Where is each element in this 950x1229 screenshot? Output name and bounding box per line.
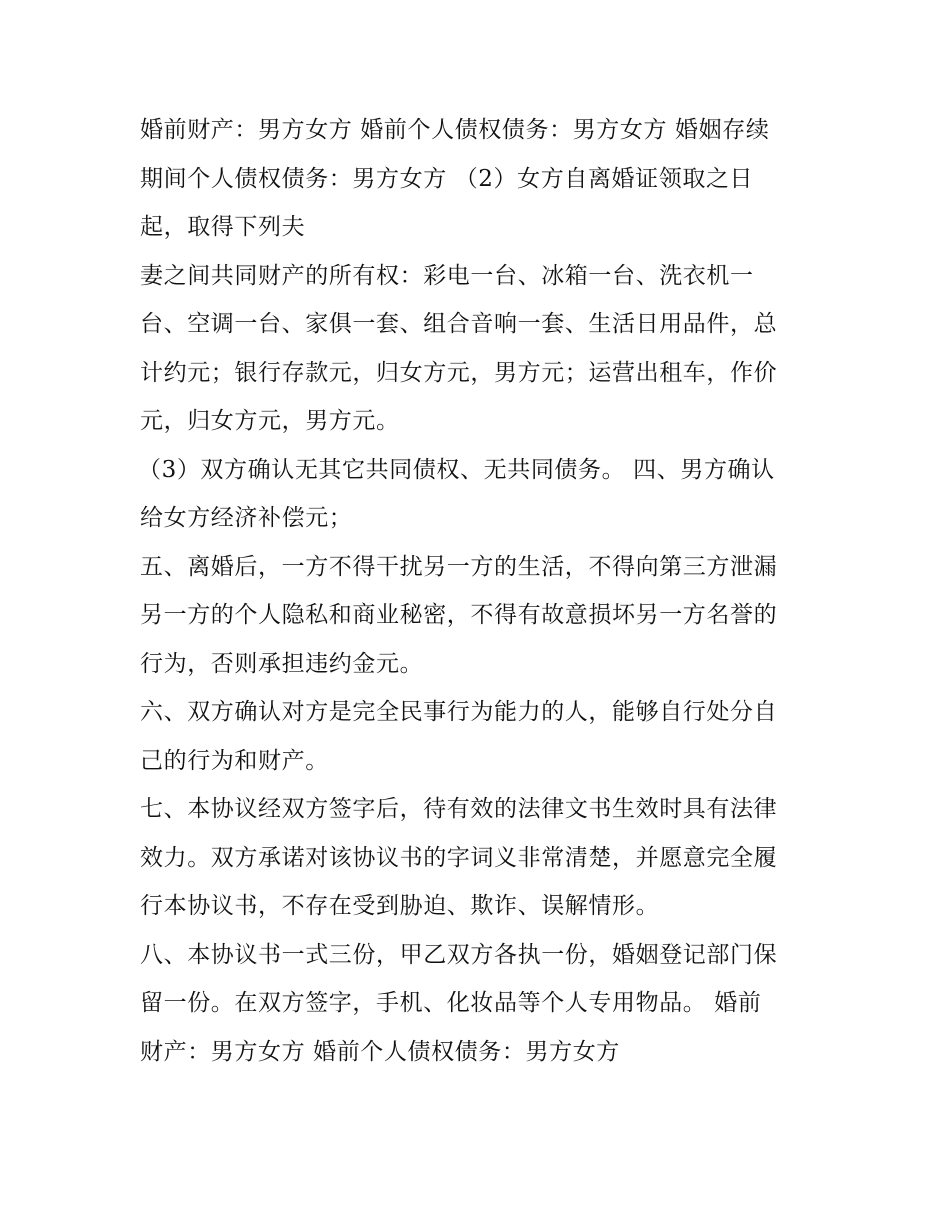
text-line: 留一份。在双方签字，手机、化妆品等个人专用物品。 婚前 [140, 990, 762, 1016]
text-line: 另一方的个人隐私和商业秘密，不得有故意损坏另一方名誉的 [140, 602, 778, 628]
text-line: 行本协议书，不存在受到胁迫、欺诈、误解情形。 [140, 893, 660, 919]
text-line: 行为，否则承担违约金元。 [140, 650, 424, 677]
text-line: 计约元；银行存款元，归女方元，男方元；运营出租车，作价 [140, 359, 778, 386]
text-line: 效力。双方承诺对该协议书的字词义非常清楚，并愿意完全履 [140, 844, 778, 871]
text-line: 妻之间共同财产的所有权：彩电一台、冰箱一台、洗衣机一 [140, 262, 754, 289]
text-line: 己的行为和财产。 [140, 747, 329, 774]
text-line: 七、本协议经双方签字后，待有效的法律文书生效时具有法律 [140, 796, 778, 822]
text-line: （3）双方确认无其它共同债权、无共同债务。 四、男方确认 [138, 456, 775, 483]
document-body [140, 106, 820, 1076]
text-line: 婚前财产：男方女方 婚前个人债权债务：男方女方 婚姻存续 [140, 117, 770, 143]
text-line: 期间个人债权债务：男方女方 （2）女方自离婚证领取之日 [140, 165, 754, 192]
text-line: 给女方经济补偿元； [140, 505, 353, 531]
text-line: 财产：男方女方 婚前个人债权债务：男方女方 [140, 1038, 620, 1065]
text-line: 元，归女方元，男方元。 [140, 408, 400, 434]
text-line: 五、离婚后，一方不得干扰另一方的生活，不得向第三方泄漏 [140, 553, 778, 580]
text-line: 六、双方确认对方是完全民事行为能力的人，能够自行处分自 [140, 699, 778, 725]
text-line: 台、空调一台、家俱一套、组合音响一套、生活日用品件，总 [140, 311, 778, 337]
text-line: 八、本协议书一式三份，甲乙双方各执一份，婚姻登记部门保 [140, 941, 778, 968]
text-line: 起，取得下列夫 [140, 214, 306, 240]
